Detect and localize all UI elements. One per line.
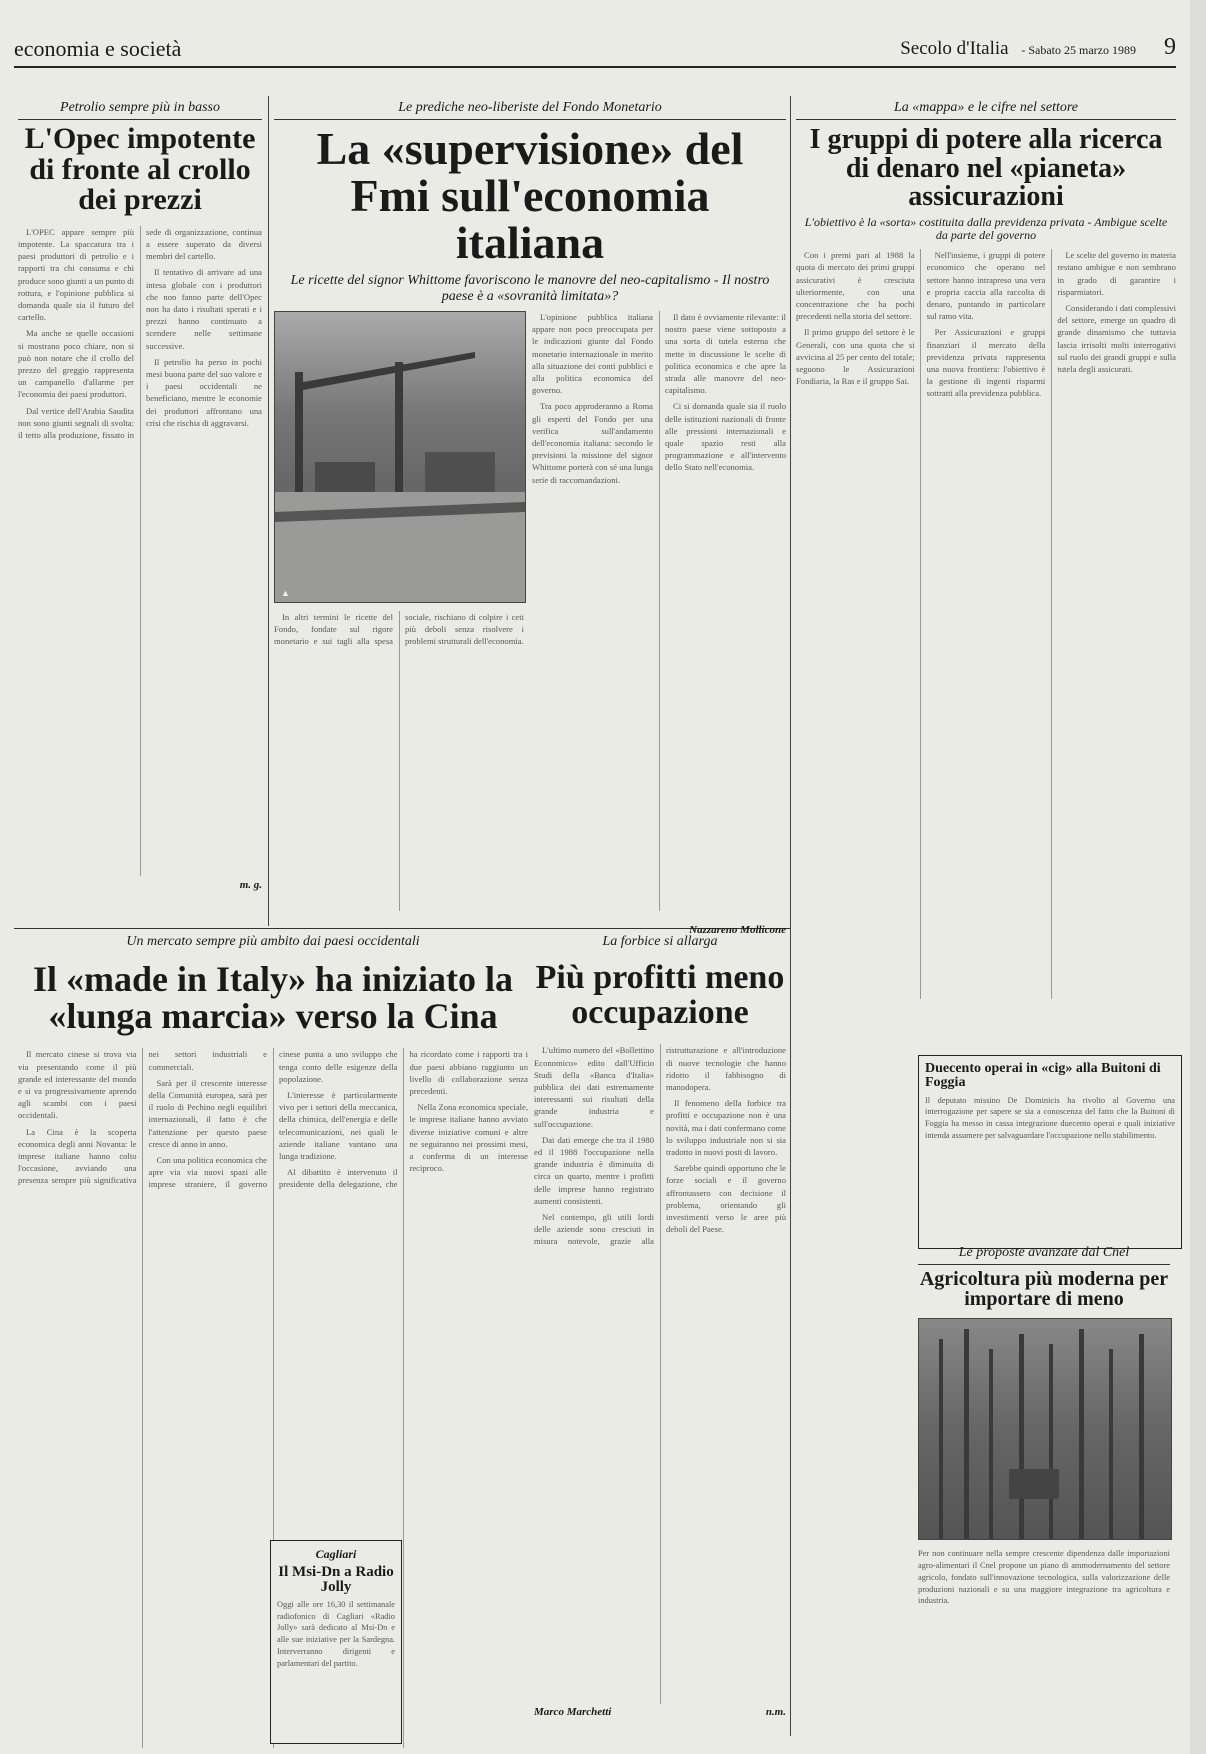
paragraph: Tra poco approderanno a Roma gli esperti del Fondo per una verifica sull'andamento dell'economia italiana: secondo le previsioni la missione del signor Whittome porterà con sé una lunga serie di raccomandazioni. [532, 401, 653, 485]
paragraph: Considerando i dati complessivi del settore, emerge un quadro di grande dinamismo che tuttavia lascia irrisolti molti interrogativi sul ruolo dei grandi gruppi e sulla tutela degli assicurati. [1057, 303, 1176, 375]
article-body [796, 249, 1176, 999]
masthead [900, 38, 1136, 60]
page-header [14, 36, 1176, 68]
article-body [18, 226, 262, 876]
article-assicurazioni [796, 100, 1176, 1000]
article-kicker: Un mercato sempre più ambito dai paesi occidentali [126, 934, 420, 949]
article-byline: Nazzareno Mollicone [689, 923, 786, 936]
article-headline: Più profitti meno occupazione [535, 959, 785, 1031]
article-subhead: Le ricette del signor Whittome favoriscono le manovre del neo-capitalismo - Il nostro paese è a «sovranità limitata»? [290, 272, 770, 304]
paragraph: Con una politica economica che apre via via nuovi spazi alle imprese straniere, il governo cinese punta a uno sviluppo che tenga conto delle esigenze della popolazione. [148, 1049, 398, 1190]
column-rule [268, 96, 269, 926]
issue-date: - Sabato 25 marzo 1989 [1021, 43, 1136, 57]
harbor-crane-photo [274, 311, 526, 603]
paragraph: Nella Zona economica speciale, le imprese italiane hanno avviato diverse iniziative comuni e altre ne seguiranno nei prossimi mesi, a conferma di un interesse reciproco. [409, 1102, 528, 1174]
article-byline: Marco Marchetti [534, 1706, 612, 1719]
article-body-left [274, 611, 524, 911]
photo-caption-mark: ▲ [281, 587, 290, 598]
article-headline: I gruppi di potere alla ricerca di denaro nel «pianeta» assicurazioni [809, 124, 1163, 213]
paragraph: Ma anche se quelle occasioni si mostrano poco chiare, non si può non notare che il crollo del prezzo del greggio rappresenta un campanello d'allarme per l'economia dei paesi produttori. [18, 328, 134, 400]
paragraph: Nell'insieme, i gruppi di potere economico che operano nel settore hanno intrapreso una vera e propria caccia alla raccolta di denaro, puntando in particolare sul ramo vita. [926, 250, 1046, 322]
article-cnel [918, 1245, 1170, 1740]
article-kicker: Le prediche neo-liberiste del Fondo Monetario [274, 100, 786, 120]
paragraph: Il petrolio ha perso in pochi mesi buona parte del suo valore e i paesi occidentali ne beneficiano, mentre le economie dei produttori affrontano una crisi che rischia di aggravarsi. [146, 356, 262, 428]
paragraph: Dal vertice dell'Arabia Saudita non sono giunti segnali di svolta: il tetto alla produzione, fissato in sede di organizzazione, continua a essere superato da diversi membri del cartello. [18, 226, 262, 441]
paragraph: Il mercato cinese si trova via via presentando come il più grande ed interessante del mondo e si va progressivamente aprendo agli scambi con i paesi occidentali. [18, 1049, 137, 1121]
article-kicker: La forbice si allarga [602, 934, 718, 949]
forest-illustration [919, 1319, 1171, 1539]
paragraph: Ci si domanda quale sia il ruolo delle istituzioni nazionali di fronte alle pressioni internazionali e quale spazio resti alla programmazione e all'intervento dello Stato nell'economia. [665, 401, 786, 473]
paragraph: L'OPEC appare sempre più impotente. La spaccatura tra i paesi produttori di petrolio e i rapporti tra chi consuma e chi produce sono giunti a un punto di rottura, e l'opinione pubblica si domanda quale sia il futuro del cartello. [18, 226, 134, 323]
page-number: 9 [1164, 34, 1176, 60]
article-body-right [532, 311, 786, 911]
forest-photo [918, 1318, 1172, 1540]
article-headline: L'Opec impotente di fronte al crollo dei prezzi [24, 122, 256, 217]
paragraph: In altri termini le ricette del Fondo, fondate sul rigore monetario e sui tagli alla spesa sociale, rischiano di colpire i ceti più deboli senza risolvere i problemi strutturali dell'economia. [274, 611, 524, 647]
article-headline: Il «made in Italy» ha iniziato la «lunga marcia» verso la Cina [32, 959, 514, 1036]
article-kicker: Petrolio sempre più in basso [18, 100, 262, 120]
paragraph: Il fenomeno della forbice tra profitti e occupazione non è una novità, ma i dati confermano come lo sviluppo industriale non si sia tradotto in nuovi posti di lavoro. [666, 1098, 786, 1157]
article-headline: Agricoltura più moderna per importare di meno [919, 1268, 1169, 1311]
paragraph: Il tentativo di arrivare ad una intesa globale con i produttori che non fanno parte dell'Opec non ha dato i risultati sperati e i prezzi hanno continuato a scendere nelle settimane successive. [146, 267, 262, 351]
masthead-title: Secolo d'Italia [900, 38, 1009, 59]
article-headline: La «supervisione» del Fmi sull'economia italiana [316, 123, 744, 268]
paragraph: Il primo gruppo del settore è le Generali, con una quota che si avvicina al 25 per cento del totale; seguono le Assicurazioni Fondiaria, la Ras e il gruppo Sai. [796, 327, 915, 387]
paragraph: Nel contempo, gli utili lordi delle aziende sono cresciuti in misura notevole, grazie alla ristrutturazione e all'introduzione di nuove tecnologie che hanno ridotto il fabbisogno di manodopera. [534, 1045, 786, 1247]
paragraph: Dai dati emerge che tra il 1980 ed il 1988 l'occupazione nella grande industria è diminuita di circa un quarto, mentre i profitti delle imprese hanno registrato aumenti consistenti. [534, 1134, 654, 1206]
article-body [534, 1044, 786, 1704]
paragraph: Il dato è ovviamente rilevante: il nostro paese viene sottoposto a una sorta di tutela esterna che mette in discussione le scelte di politica economica e che apre la strada alle manovre del neo-capitalismo. [665, 311, 786, 396]
article-signature: m. g. [239, 878, 262, 891]
paragraph: Per Assicurazioni e gruppi finanziari il mercato della previdenza privata rappresenta una nuova frontiera: l'obiettivo è la gestione di ingenti risparmi sottratti alla previdenza pubblica. [926, 327, 1046, 399]
paragraph: L'ultimo numero del «Bollettino Economico» edito dall'Ufficio Studi della «Banca d'Italia» pubblica dei dati estremamente interessanti sui risultati della grande industria e sull'occupazione. [534, 1045, 654, 1129]
crane-illustration [275, 312, 525, 602]
paragraph: Sarebbe quindi opportuno che le forze sociali e il governo affrontassero con decisione il problema, orientando gli investimenti verso le aree più deboli del Paese. [666, 1163, 786, 1235]
box-headline: Duecento operai in «cig» alla Buitoni di Foggia [925, 1061, 1161, 1091]
paragraph: Con i premi pari al 1988 la quota di mercato dei primi gruppi assicurativi è cresciuta ulteriormente, con una concentrazione che ha pochi precedenti nella storia del settore. [796, 250, 915, 322]
section-name: economia e società [14, 36, 182, 61]
paragraph: L'interesse è particolarmente vivo per i settori della meccanica, della chimica, dell'energia e delle telecomunicazioni, nei quali le aziende italiane vantano una lunga tradizione. [279, 1090, 398, 1162]
box-headline: Il Msi-Dn a Radio Jolly [278, 1564, 394, 1596]
box-buitoni [918, 1055, 1182, 1249]
paragraph: Sarà per il crescente interesse della Comunità europea, sarà per il ruolo di Pechino negli equilibri internazionali, il fatto è che l'attenzione per questo paese cresce di anno in anno. [148, 1077, 267, 1149]
article-fmi [274, 100, 786, 936]
article-kicker: Le proposte avanzate dal Cnel [918, 1245, 1170, 1265]
box-body: Oggi alle ore 16,30 il settimanale radiofonico di Cagliari «Radio Jolly» sarà dedicato al Msi-Dn e alle sue iniziative per la Sardegna. Interverranno dirigenti e parlamentari del partito. [277, 1599, 395, 1669]
column-rule [790, 96, 791, 1736]
paragraph: Al dibattito è intervenuto il presidente della delegazione, che ha ricordato come i rapporti tra i due paesi abbiano raggiunto un livello di collaborazione senza precedenti. [279, 1049, 528, 1190]
article-body: Per non continuare nella sempre crescente dipendenza dalle importazioni agro-alimentari il Cnel propone un piano di ammodernamento del settore agricolo, fondato sull'innovazione tecnologica, sulla valorizzazione delle produzioni nazionali e su una maggiore integrazione tra agricoltura e industria. [918, 1548, 1170, 1606]
paragraph: La Cina è la scoperta economica degli anni Novanta: le imprese italiane hanno colto l'occasione, avviando una presenza sempre più significativa nei settori industriali e commerciali. [18, 1049, 267, 1186]
article-opec [18, 100, 262, 926]
paragraph: Le scelte del governo in materia restano ambigue e non sembrano in grado di garantire i risparmiatori. [1057, 250, 1176, 297]
article-profitti [534, 934, 786, 1740]
box-kicker: Cagliari [315, 1547, 357, 1561]
box-body: Il deputato missino De Dominicis ha rivolto al Governo una interrogazione per sapere se sia a conoscenza del fatto che la Buitoni di Foggia ha messo in cassa integrazione duecento operai e quali iniziative intenda assumere per salvaguardare l'occupazione nello stabilimento. [925, 1095, 1175, 1141]
article-subhead: L'obiettivo è la «sorta» costituita dalla previdenza privata - Ambigue scelte da parte del governo [804, 214, 1168, 243]
paragraph: L'opinione pubblica italiana appare non poco preoccupata per le indicazioni giunte dal Fondo monetario internazionale in merito alla situazione dei conti pubblici e alla politica economica del governo. [532, 311, 653, 396]
box-radio-jolly [270, 1540, 402, 1744]
article-signature: n.m. [765, 1706, 786, 1719]
article-kicker: La «mappa» e le cifre nel settore [796, 100, 1176, 120]
